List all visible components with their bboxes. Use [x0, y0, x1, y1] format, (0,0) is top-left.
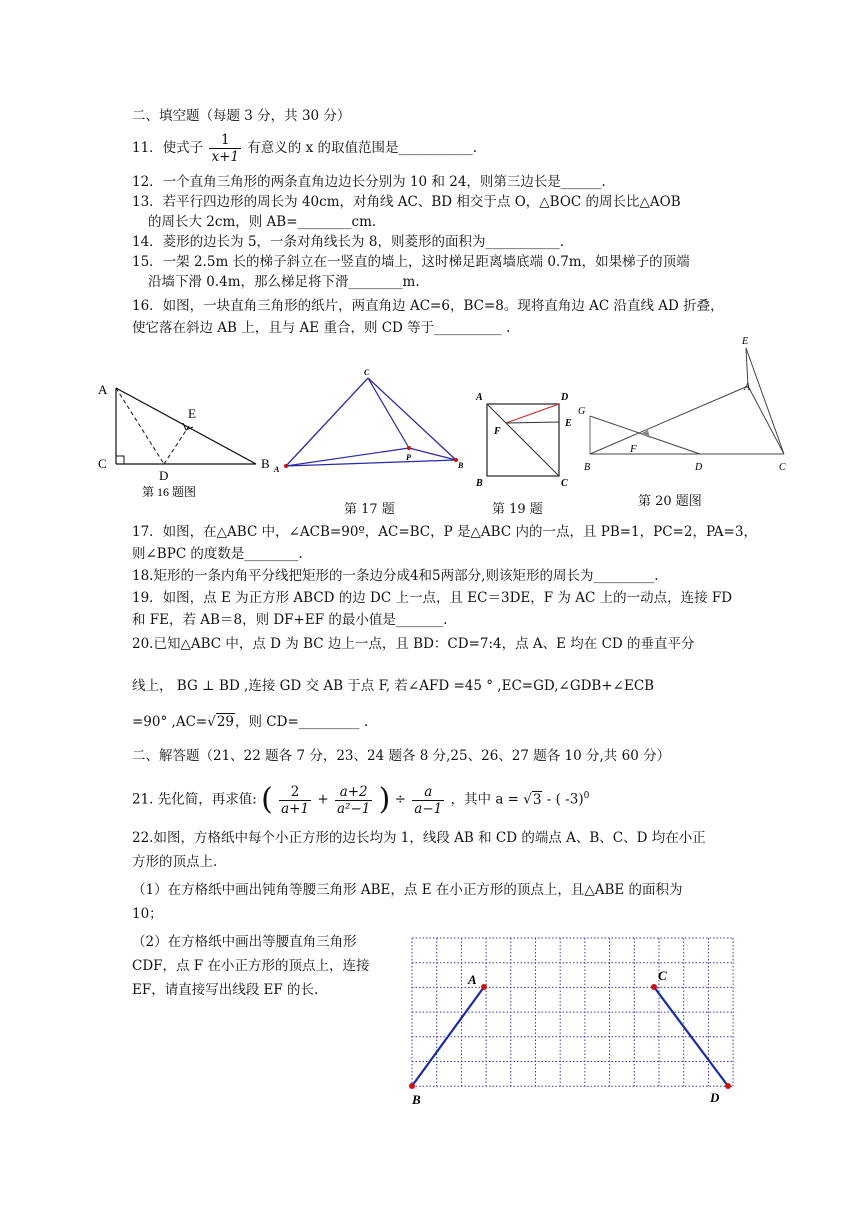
question-13-line2: 的周长大 2cm，则 AB=________cm.: [148, 214, 377, 230]
q21-fraction-2: [335, 784, 372, 817]
point-d: [725, 1083, 731, 1089]
question-12: 12．一个直角三角形的两条直角边边长分别为 10 和 24，则第三边长是______.: [132, 174, 606, 190]
q21-prefix: 21. 先化简，再求值:: [132, 791, 257, 808]
fig16-label-e: E: [188, 406, 196, 421]
question-15-line2: 沿墙下滑 0.4m，那么梯足将下滑________m.: [148, 274, 420, 290]
fig19-label-c: C: [561, 478, 568, 489]
point-a: [481, 984, 487, 990]
fig16-label-b: B: [261, 456, 270, 471]
grid-label-a: A: [468, 972, 477, 987]
fig17-label-a: A: [274, 465, 280, 474]
section-header-fill-blank: 二、填空题（每题 3 分，共 30 分）: [132, 108, 351, 124]
q21-tail-post: - ( -3): [542, 791, 584, 808]
section-header-answer: 二、解答题（21、22 题各 7 分，23、24 题各 8 分,25、26、27 题各 10 分,共 60 分）: [132, 748, 671, 764]
figure-16: [96, 376, 276, 498]
q21-f3-denominator: a−1: [414, 800, 443, 817]
fig19-label-e: E: [565, 418, 572, 429]
q21-f1-denominator: a+1: [281, 800, 310, 817]
question-17-line1: 17．如图，在△ABC 中，∠ACB=90º，AC=BC，P 是△ABC 内的一点，且 PB=1，PC=2，PA=3，: [132, 524, 757, 540]
q21-divide: ÷: [394, 791, 406, 808]
fig20-label-d: D: [695, 462, 703, 470]
fig20-caption: 第 20 题图: [638, 494, 702, 509]
fig16-label-c: C: [98, 456, 107, 471]
question-13-line1: 13．若平行四边形的周长为 40cm，对角线 AC、BD 相交于点 O，△BOC 的周长比△AOB: [132, 194, 681, 210]
question-18: 18.矩形的一条内角平分线把矩形的一条边分成4和5两部分,则该矩形的周长为_________.: [132, 568, 659, 584]
q11-fraction: [209, 132, 241, 165]
grid-label-c: C: [658, 968, 667, 983]
question-20-line1: 20.已知△ABC 中，点 D 为 BC 边上一点，且 BD：CD=7:4，点 A、E 均在 CD 的垂直平分: [132, 636, 695, 652]
fig19-label-f: F: [494, 426, 501, 437]
fig20-label-e: E: [742, 336, 749, 347]
fig16-label-a: A: [98, 382, 108, 397]
q21-f2-numerator: a+2: [335, 784, 372, 801]
q11-denominator: x+1: [211, 149, 239, 165]
fig19-label-b: B: [476, 478, 483, 489]
question-19-line1: 19．如图，点 E 为正方形 ABCD 的边 DC 上一点，且 EC＝3DE，F 为 AC 上的一动点，连接 FD: [132, 590, 733, 606]
q21-tail-pre: ，其中 a =: [450, 791, 524, 808]
q20-line3-post: ，则 CD=_________ .: [235, 714, 369, 730]
grid-label-b: B: [412, 1092, 421, 1107]
question-11: [132, 130, 477, 166]
point-c: [651, 984, 657, 990]
q21-f3-numerator: a: [412, 784, 444, 801]
fig17-label-p: P: [406, 453, 411, 462]
grid-figure: [404, 934, 734, 1112]
question-22-part2-line2: CDF，点 F 在小正方形的顶点上，连接: [132, 958, 370, 974]
question-22-part1-line2: 10；: [132, 906, 163, 922]
grid-label-d: D: [710, 1090, 720, 1105]
fig19-label-d: D: [561, 392, 569, 403]
point-b: [409, 1083, 415, 1089]
q11-prefix: 11．使式子: [132, 140, 204, 156]
q21-fraction-1: [279, 784, 311, 817]
question-15-line1: 15．一架 2.5m 长的梯子斜立在一竖直的墙上，这时梯足距离墙底端 0.7m，如果梯子的顶端: [132, 254, 690, 270]
fig19-caption: 第 19 题: [492, 502, 543, 517]
q21-plus: +: [317, 791, 329, 808]
question-22-part2-line1: （2）在方格纸中画出等腰直角三角形: [132, 934, 357, 950]
q21-f2-denominator: a²−1: [336, 800, 371, 817]
fig17-caption: 第 17 题: [344, 502, 395, 517]
q21-f1-numerator: 2: [279, 784, 311, 801]
figure-19: [470, 386, 580, 496]
fig20-label-g: G: [578, 406, 586, 417]
question-22-line2: 方形的顶点上.: [132, 854, 218, 870]
fig20-label-a: A: [744, 382, 751, 393]
question-16-line1: 16．如图，一块直角三角形的纸片，两直角边 AC=6，BC=8。现将直角边 AC 沿直线 AD 折叠，: [132, 298, 724, 314]
q20-line3-pre: =90° ,AC=: [132, 714, 208, 730]
question-20-line2: 线上， BG ⊥ BD ,连接 GD 交 AB 于点 F, 若∠AFD =45 ° ,EC=GD,∠GDB+∠ECB: [132, 678, 655, 694]
question-21: 21. 先化简，再求值: ( $\frac{2}{a+1}$ + $\frac{a+2}{\text{a²−1}}$ ) ÷ $\frac{a}{a-1}$ ，其中 a = √3 - ( -3)$^0$: [132, 782, 590, 817]
fig20-label-f: F: [630, 443, 637, 455]
q20-sqrt-value: 29: [216, 714, 235, 730]
question-22-line1: 22.如图，方格纸中每个小正方形的边长均为 1，线段 AB 和 CD 的端点 A、B、C、D 均在小正: [132, 830, 706, 846]
question-14: 14．菱形的边长为 5，一条对角线长为 8，则菱形的面积为___________.: [132, 234, 564, 250]
fig16-caption: 第 16 题图: [142, 485, 197, 498]
question-22-part2-line3: EF，请直接写出线段 EF 的长.: [132, 982, 319, 998]
fig20-label-b: B: [584, 462, 591, 470]
question-16-line2: 使它落在斜边 AB 上，且与 AE 重合，则 CD 等于__________ .: [132, 320, 511, 336]
question-19-line2: 和 FE，若 AB＝8，则 DF+EF 的最小值是_______.: [132, 612, 448, 628]
figure-17: [272, 364, 472, 478]
grid-lines: [412, 938, 733, 1086]
fig19-label-a: A: [476, 392, 483, 403]
fig17-label-b: B: [458, 461, 464, 470]
fig20-label-c: C: [779, 462, 786, 470]
question-20-line3: =90° ,AC=√29，则 CD=_________ .: [132, 714, 369, 730]
q21-fraction-3: [412, 784, 444, 817]
fig16-label-d: D: [159, 468, 169, 483]
q21-exponent: 0: [583, 791, 590, 801]
figure-20: [574, 330, 804, 470]
q11-suffix: 有意义的 x 的取值范围是___________.: [247, 140, 478, 156]
fig17-label-c: C: [364, 368, 370, 377]
question-17-line2: 则∠BPC 的度数是________.: [132, 546, 303, 562]
question-22-part1-line1: （1）在方格纸中画出钝角等腰三角形 ABE，点 E 在小正方形的顶点上，且△ABE 的面积为: [132, 882, 683, 898]
q11-numerator: 1: [209, 132, 241, 149]
q21-sqrt-value: 3: [532, 791, 542, 808]
